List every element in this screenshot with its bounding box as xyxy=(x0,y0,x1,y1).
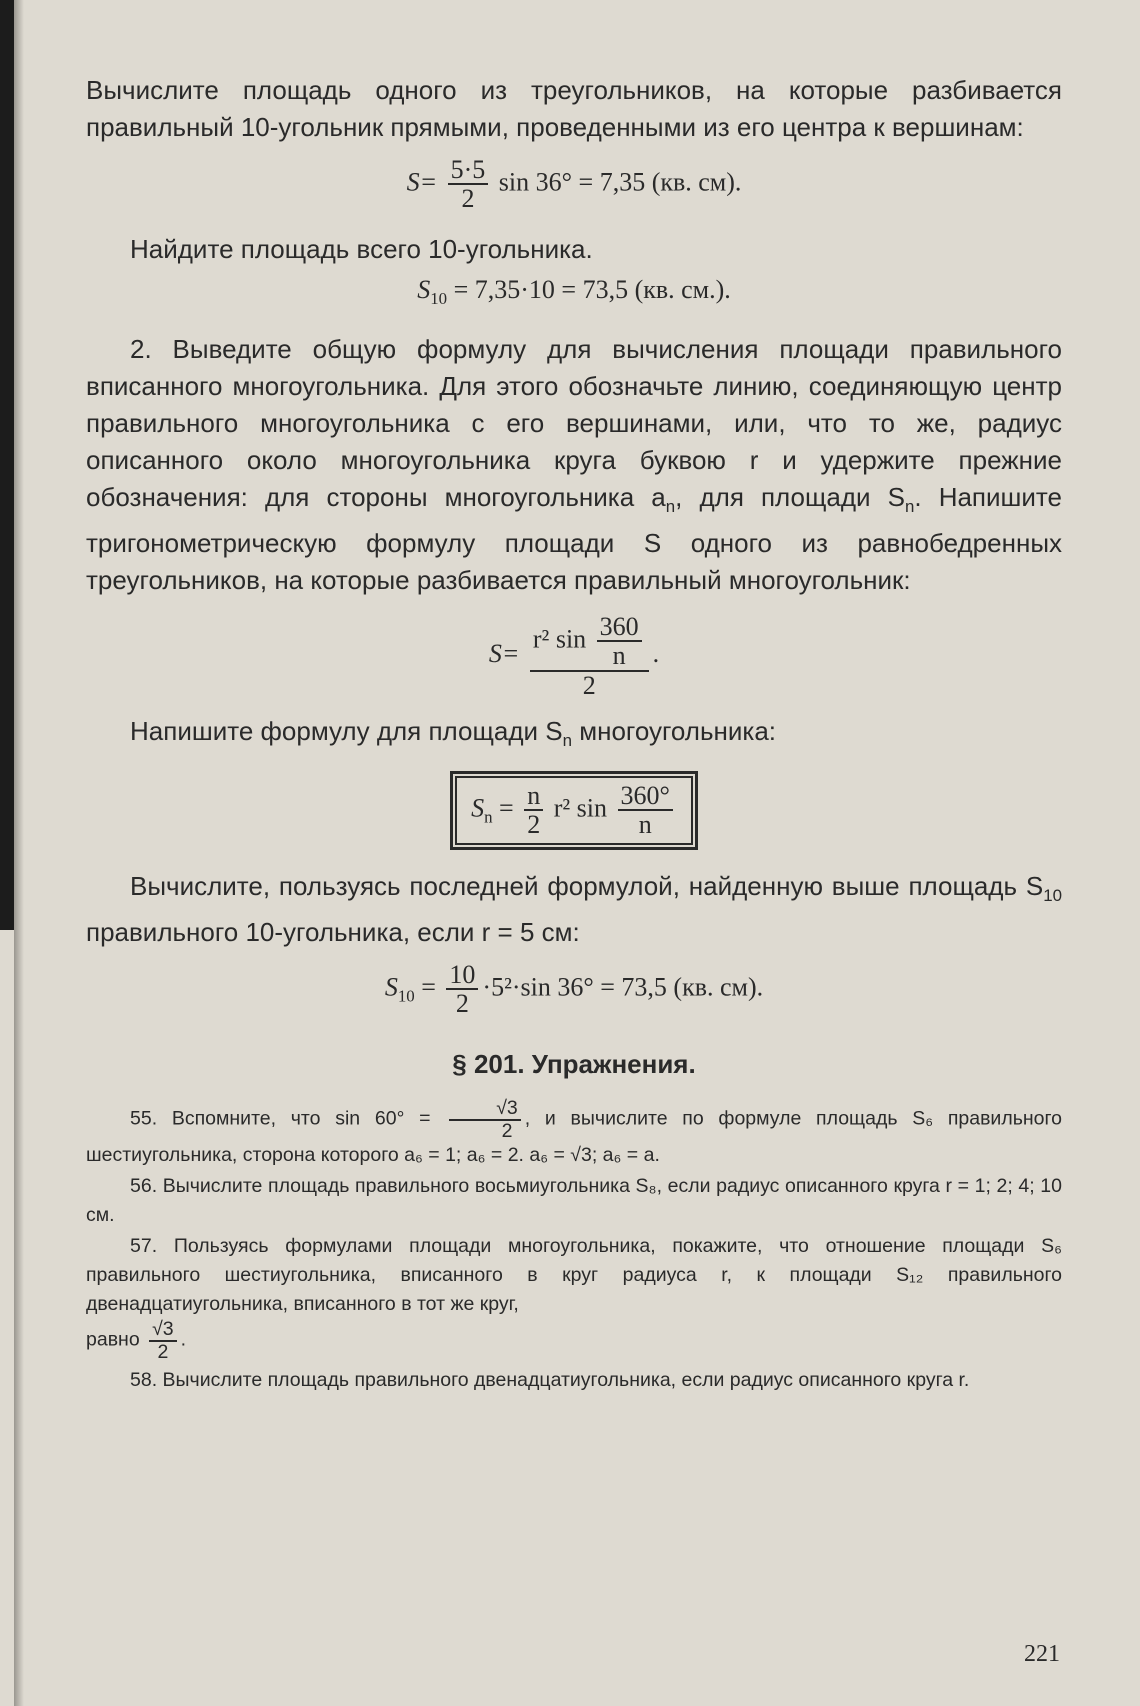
exercise-56: 56. Вычислите площадь правильного восьмиугольника S₈, если радиус описанного круга r = 1; 2; 4; 10 см. xyxy=(86,1175,1062,1227)
subscript: n xyxy=(484,807,493,827)
subscript: 10 xyxy=(430,288,448,308)
exercise-58: 58. Вычислите площадь правильного двенадцатиугольника, если радиус описанного круга r. xyxy=(130,1369,970,1392)
formula-lhs: S xyxy=(417,274,431,304)
denominator: n xyxy=(638,810,652,840)
numerator: √3 xyxy=(449,1098,521,1120)
exercise-57-continued: равно $\frac{√3}{2}$ . xyxy=(86,1318,187,1363)
paragraph-3-mid: , для площади S xyxy=(675,481,905,512)
paragraph-4-end: многоугольника: xyxy=(572,715,777,746)
formula-rhs: = 7,35·10 = 73,5 (кв. см.). xyxy=(447,274,731,304)
subscript: 10 xyxy=(1043,885,1062,905)
formula-lhs: S= xyxy=(488,638,520,668)
denominator: 2 xyxy=(582,670,596,700)
formula-general-triangle xyxy=(86,613,1062,699)
formula-lhs: S= xyxy=(406,167,438,197)
formula-lhs: S xyxy=(384,972,398,1002)
denominator: 2 xyxy=(461,184,475,214)
numerator: 5·5 xyxy=(448,156,489,185)
formula-s10-check xyxy=(86,961,1062,1018)
fraction-sqrt3-over-2 xyxy=(449,1098,521,1141)
formula-middle: r² sin xyxy=(553,793,607,823)
denominator: 2 xyxy=(527,810,541,840)
exercise-55 xyxy=(86,1098,1062,1170)
subscript: n xyxy=(562,731,572,751)
formula-rhs: sin 36° = 7,35 (кв. см). xyxy=(498,167,742,197)
denominator: 2 xyxy=(501,1119,513,1142)
denominator: 2 xyxy=(157,1340,169,1363)
formula-polygon-area-boxed xyxy=(86,771,1062,850)
paragraph-5-text: Вычислите, пользуясь последней формулой, найденную выше площадь S xyxy=(130,870,1044,901)
book-spine xyxy=(0,0,14,930)
paragraph-4 xyxy=(86,713,1062,759)
page-content xyxy=(86,72,1062,1395)
subscript: n xyxy=(904,496,915,516)
exercise-55-end: , и вычислите по формуле площадь S₆ правильного шестиугольника, сторона которого a₆ = 1; a₆ = 2. a₆ = √3; a₆ = a. xyxy=(86,1108,1062,1167)
formula-rhs: ·5²·sin 36° = 73,5 (кв. см). xyxy=(482,972,764,1002)
section-heading: § 201. Упражнения. xyxy=(452,1049,696,1080)
formula-box xyxy=(450,771,698,850)
fraction-outer xyxy=(530,613,649,699)
formula-lhs: S xyxy=(471,793,485,823)
numerator: 10 xyxy=(446,961,478,990)
paragraph-3-end: . Напишите тригонометрическую формулу площади S одного из равнобедренных треугольников, на которые разбивается правильный многоугольник: xyxy=(86,481,1062,595)
page-number: 221 xyxy=(1024,1641,1060,1667)
inner-numerator: 360 xyxy=(597,613,642,642)
exercise-57: 57. Пользуясь формулами площади многоугольника, покажите, что отношение площади S₆ правильного шестиугольника, вписанного в круг радиуса r, к площади S₁₂ правильного двенадцатиугольника, вписанного в тот же круг, xyxy=(86,1235,1062,1316)
numerator: 360° xyxy=(618,782,673,811)
paragraph-5-end: правильного 10-угольника, если r = 5 см: xyxy=(86,916,580,947)
fraction-angle xyxy=(618,782,673,839)
equals-sign: = xyxy=(492,793,521,823)
paragraph-4-text: Напишите формулу для площади S xyxy=(130,715,563,746)
subscript: n xyxy=(665,496,676,516)
numerator: √3 xyxy=(149,1319,177,1341)
paragraph-3 xyxy=(86,331,1062,599)
formula-end: . xyxy=(652,638,660,668)
exercise-55-text: 55. Вспомните, что sin 60° = xyxy=(130,1108,431,1131)
exercise-57-equals-word: равно xyxy=(86,1328,140,1351)
fraction xyxy=(446,961,478,1018)
numerator xyxy=(530,613,649,672)
formula-triangle-area xyxy=(86,156,1062,213)
subscript: 10 xyxy=(397,986,415,1006)
paragraph-2: Найдите площадь всего 10-угольника. xyxy=(130,233,593,264)
paragraph-1: Вычислите площадь одного из треугольников, на которые разбивается правильный 10-угольник прямыми, проведенными из его центра к вершинам: xyxy=(86,75,1062,142)
denominator: 2 xyxy=(455,989,469,1019)
fraction-n-over-2 xyxy=(524,782,543,839)
formula-total-area xyxy=(86,272,1062,317)
paragraph-5 xyxy=(86,868,1062,951)
fraction-sqrt3-over-2 xyxy=(149,1319,177,1362)
equals-sign: = xyxy=(414,972,443,1002)
numerator: n xyxy=(524,782,543,811)
numerator-text: r² sin xyxy=(532,624,587,654)
paragraph-3-text: 2. Выведите общую формулу для вычисления площади правильного вписанного многоугольника. Для этого обозначьте линию, соединяющую центр правильного многоугольника с его вершинами, или, что то же, радиус описанного около многоугольника круга буквою r и удержите прежние обозначения: для стороны многоугольника a xyxy=(86,333,1062,512)
page-gutter-shadow xyxy=(14,0,24,1706)
fraction xyxy=(448,156,489,213)
inner-denominator: n xyxy=(612,641,626,671)
fraction-inner xyxy=(597,613,642,670)
